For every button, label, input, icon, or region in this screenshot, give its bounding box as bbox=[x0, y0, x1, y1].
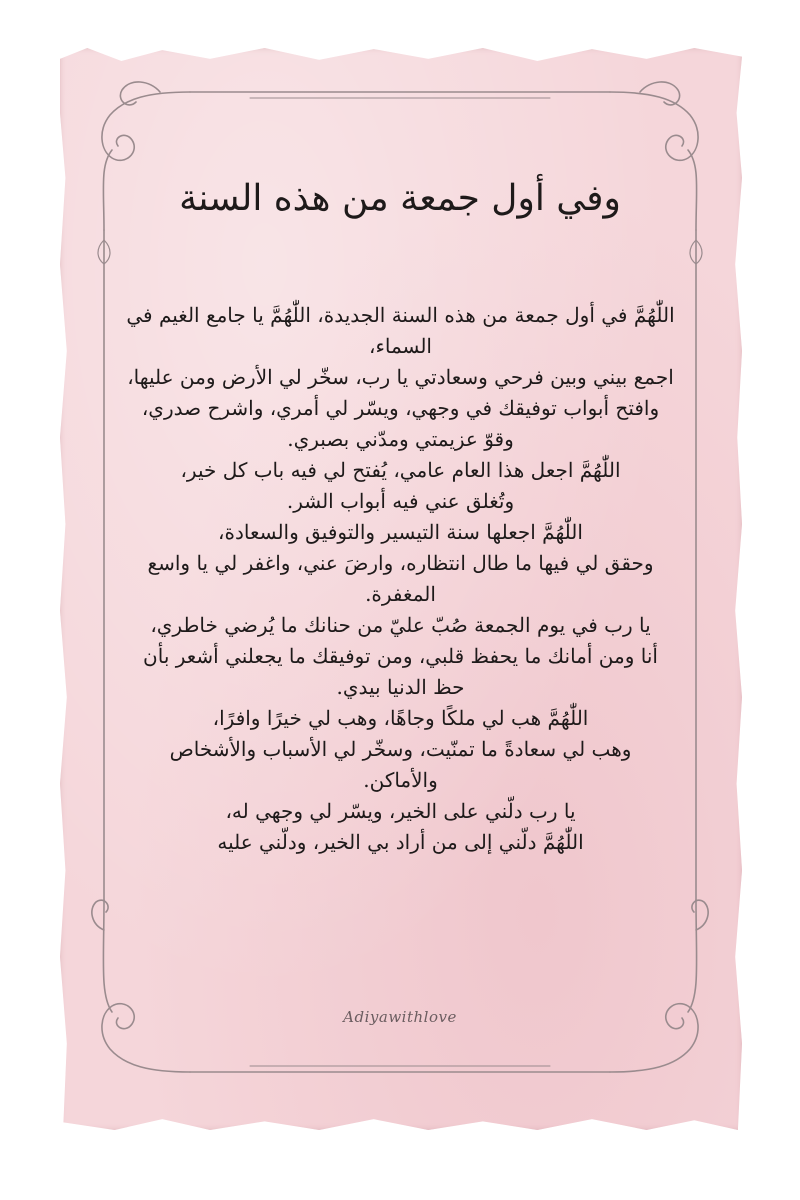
text-line: وتُغلق عني فيه أبواب الشر. bbox=[286, 489, 515, 513]
prayer-text bbox=[118, 300, 683, 858]
corner-ornament-bottom-left bbox=[92, 900, 190, 1072]
text-line: اللّٰهُمَّ اجعلها سنة التيسير والتوفيق والسعادة، bbox=[218, 520, 583, 544]
text-line: وقوّ عزيمتي ومدّني بصبري. bbox=[287, 427, 514, 451]
text-line: وافتح أبواب توفيقك في وجهي، ويسّر لي أمري، واشرح صدري، bbox=[141, 396, 660, 420]
text-line: اللّٰهُمَّ في أول جمعة من هذه السنة الجديدة، اللّٰهُمَّ يا جامع الغيم في bbox=[126, 303, 675, 327]
page-title: وفي أول جمعة من هذه السنة bbox=[179, 178, 621, 219]
text-line: المغفرة. bbox=[365, 582, 436, 606]
signature-watermark: Adiyawithlove bbox=[343, 1008, 457, 1026]
text-line: حظ الدنيا بيدي. bbox=[336, 675, 465, 699]
text-line: السماء، bbox=[368, 334, 432, 358]
text-line: اللّٰهُمَّ دلّني إلى من أراد بي الخير، ودلّني عليه bbox=[217, 830, 584, 854]
text-line: اللّٰهُمَّ اجعل هذا العام عامي، يُفتح لي فيه باب كل خير، bbox=[180, 458, 621, 482]
text-line: أنا ومن أمانك ما يحفظ قلبي، ومن توفيقك ما يجعلني أشعر بأن bbox=[143, 644, 658, 668]
corner-ornament-bottom-right bbox=[610, 900, 708, 1072]
text-line: يا رب في يوم الجمعة صُبّ عليّ من حنانك ما يُرضي خاطري، bbox=[150, 613, 651, 637]
text-line: اجمع بيني وبين فرحي وسعادتي يا رب، سخّر لي الأرض ومن عليها، bbox=[127, 365, 674, 389]
text-line: والأماكن. bbox=[363, 768, 438, 792]
text-line: اللّٰهُمَّ هب لي ملكًا وجاهًا، وهب لي خيرًا وافرًا، bbox=[212, 706, 589, 730]
text-line: يا رب دلّني على الخير، ويسّر لي وجهي له، bbox=[225, 799, 576, 823]
text-line: وهب لي سعادةً ما تمنّيت، وسخّر لي الأسباب والأشخاص bbox=[169, 737, 632, 761]
text-line: وحقق لي فيها ما طال انتظاره، وارضَ عني، واغفر لي يا واسع bbox=[147, 551, 654, 575]
